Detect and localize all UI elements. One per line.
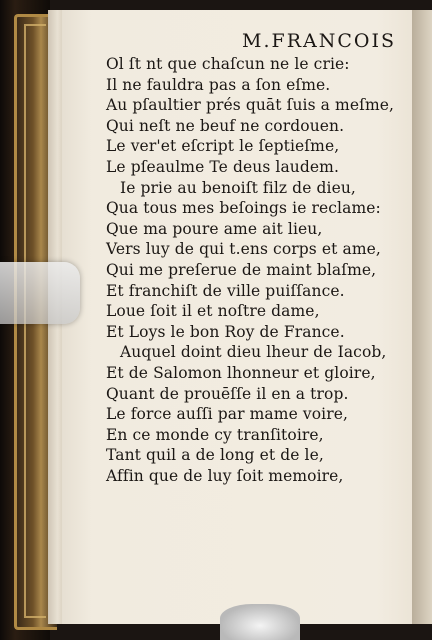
- verse-line: Le ver'et eſcript le ſeptieſme,: [106, 137, 340, 156]
- verse-line: Auquel doint dieu lheur de Iacob,: [120, 343, 387, 362]
- verse-line: Il ne fauldra pas a ſon eſme.: [106, 75, 331, 94]
- page-weight: [220, 604, 300, 640]
- verse-line: Qua tous mes beſoings ie reclame:: [106, 199, 381, 218]
- verse-line: Le force auſſi par mame voire,: [106, 405, 349, 424]
- verse-line: Ie prie au benoiſt filz de dieu,: [120, 178, 356, 197]
- verse-line: Vers luy de qui t.ens corps et ame,: [106, 240, 381, 259]
- page-text: [106, 30, 406, 486]
- verse-line: Le pſeaulme Te deus laudem.: [106, 157, 339, 176]
- verse-line: Quant de prouēſſe il en a trop.: [106, 384, 349, 403]
- verse-line: En ce monde cy tranſitoire,: [106, 425, 324, 444]
- page-holder-clip: [0, 262, 80, 324]
- verse-line: Tant quil a de long et de le,: [106, 446, 324, 465]
- verse-line: Qui neſt ne beuf ne cordouen.: [106, 116, 345, 135]
- verse-lines: [106, 54, 406, 486]
- verse-line: Et de Salomon lhonneur et gloire,: [106, 363, 376, 382]
- verse-line: Affin que de luy ſoit memoire,: [106, 466, 344, 485]
- verse-line: Qui me preſerue de maint blaſme,: [106, 260, 377, 279]
- running-head: M.FRANCOIS: [242, 30, 396, 52]
- verse-line: Loue ſoit il et noſtre dame,: [106, 302, 320, 321]
- verse-line: Et franchiſt de ville puiſſance.: [106, 281, 345, 300]
- verse-line: Au pſaultier prés quāt ſuis a meſme,: [106, 96, 395, 115]
- verse-line: Que ma poure ame ait lieu,: [106, 219, 323, 238]
- verse-line: Ol ſt nt que chaſcun ne le crie:: [106, 55, 350, 73]
- facing-page-edge: [412, 10, 432, 624]
- verse-line: Et Loys le bon Roy de France.: [106, 322, 345, 341]
